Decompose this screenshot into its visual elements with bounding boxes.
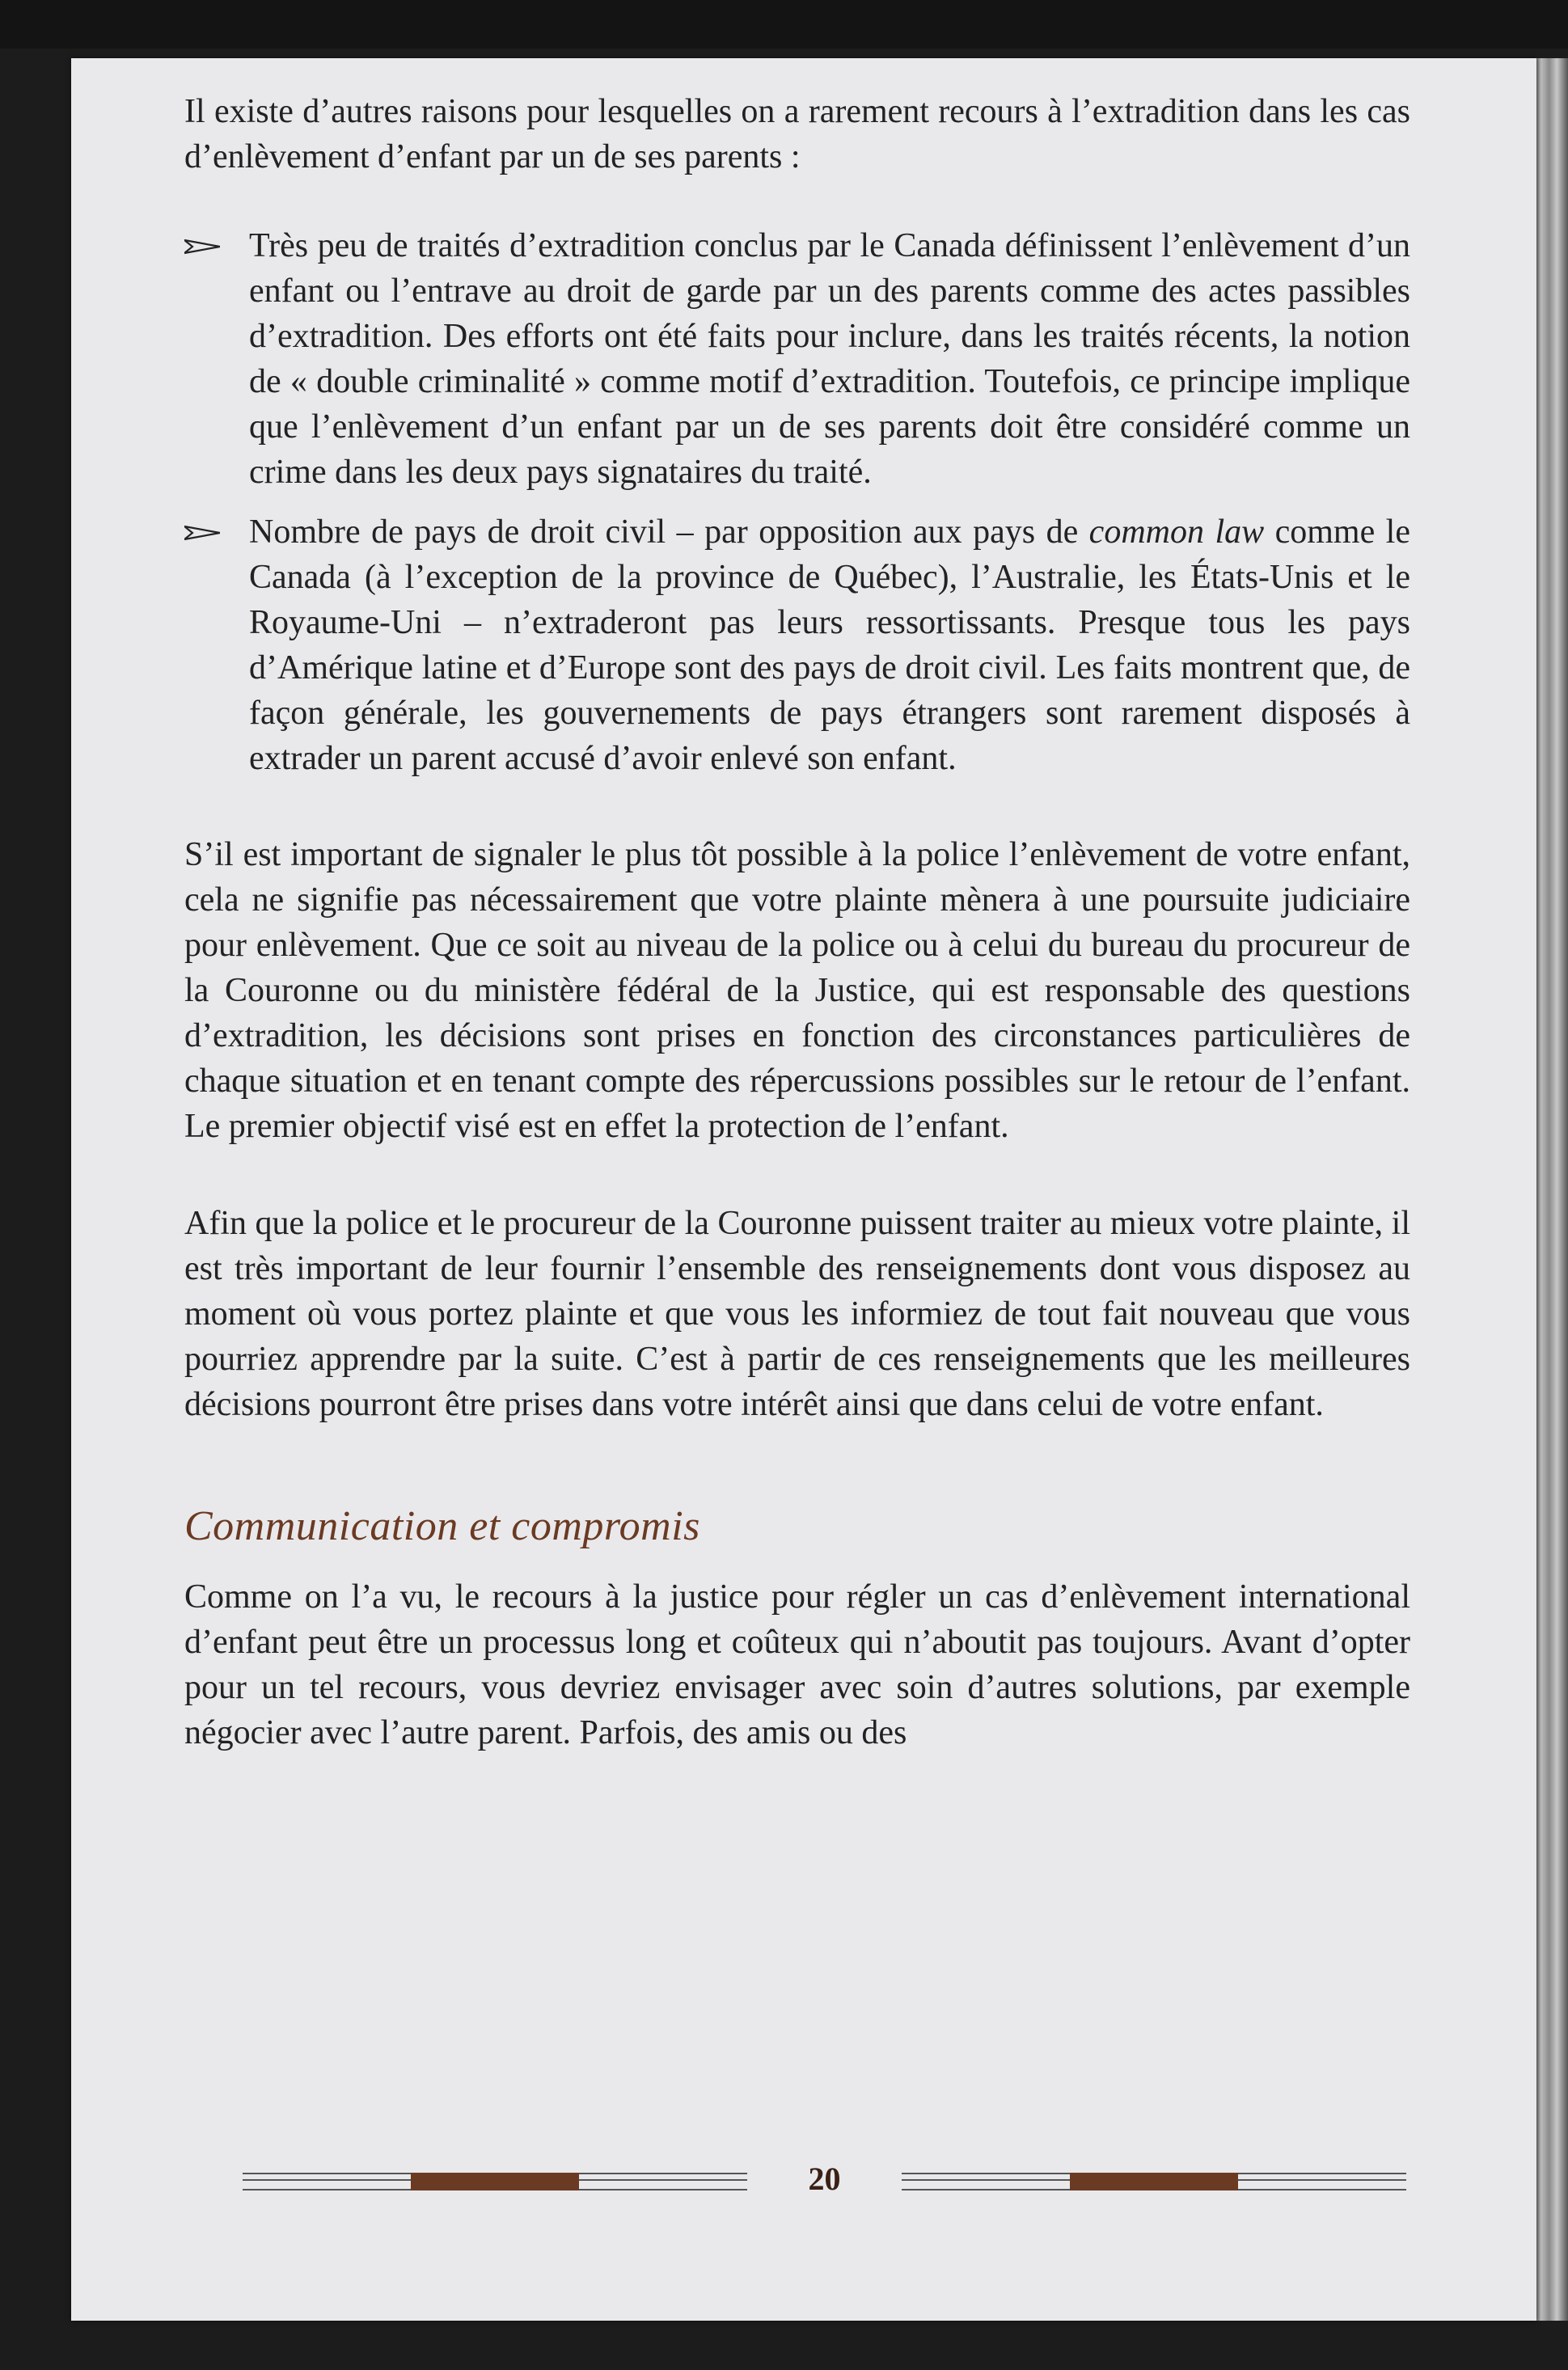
ornament-fill (1070, 2173, 1238, 2190)
footer-ornament-left (243, 2173, 747, 2190)
bullet-text: Très peu de traités d’extradition conclus par le Canada définissent l’enlèvement d’un enfant ou l’entrave au droit de garde par un des parents comme des actes passibles d’extradition. Des efforts ont été faits pour inclure, dans les traités récents, la notion de « double criminalité » comme motif d’extradition. Toutefois, ce principe implique que l’enlèvement d’un enfant par un de ses parents doit être considéré comme un crime dans les deux pays signataires du traité. (249, 227, 1410, 491)
page-content (184, 89, 1410, 1755)
list-item (184, 509, 1410, 781)
bullet-text-end: comme le Canada (à l’exception de la province de Québec), l’Australie, les États-Unis et le Royaume-Uni – n’extraderont pas leurs ressortissants. Presque tous les pays d’Amérique latine et d’Europe sont des pays de droit civil. Les faits montrent que, de façon générale, les gouvernements de pays étrangers sont rarement disposés à extrader un parent accusé d’avoir enlevé son enfant. (249, 513, 1410, 777)
intro-paragraph: Il existe d’autres raisons pour lesquelles on a rarement recours à l’extradition dans les cas d’enlèvement d’enfant par un de ses parents : (184, 93, 1410, 175)
arrowhead-bullet-icon (184, 525, 220, 541)
police-paragraph: S’il est important de signaler le plus tôt possible à la police l’enlèvement de votre enfant, cela ne signifie pas nécessairement que votre plainte mènera à une poursuite judiciaire pour enlèvement. Que ce soit au niveau de la police ou à celui du bureau du procureur de la Couronne ou du ministère fédéral de la Justice, qui est responsable des questions d’extradition, les décisions sont prises en fonction des circonstances particulières de chaque situation et en tenant compte des répercussions possibles sur le retour de l’enfant. Le premier objectif visé est en effet la protection de l’enfant. (184, 836, 1410, 1145)
ornament-fill (411, 2173, 579, 2190)
information-paragraph: Afin que la police et le procureur de la Couronne puissent traiter au mieux votre plainte, il est très important de leur fournir l’ensemble des renseignements dont vous disposez au moment où vous portez plainte et que vous les informiez de tout fait nouveau que vous pourriez apprendre par la suite. C’est à partir de ces renseignements que les meilleures décisions pourront être prises dans votre intérêt ainsi que dans celui de votre enfant. (184, 1205, 1410, 1423)
communication-paragraph: Comme on l’a vu, le recours à la justice pour régler un cas d’enlèvement international d’enfant peut être un processus long et coûteux qui n’aboutit pas toujours. Avant d’opter pour un tel recours, vous devriez envisager avec soin d’autres solutions, par exemple négocier avec l’autre parent. Parfois, des amis ou des (184, 1578, 1410, 1751)
background-top-strip (0, 0, 1568, 49)
page-edge (1536, 58, 1568, 2321)
page-number: 20 (808, 2161, 841, 2197)
bullet-text-start: Nombre de pays de droit civil – par opposition aux pays de (249, 513, 1089, 551)
footer-ornament-right (902, 2173, 1406, 2190)
page-footer (243, 2161, 1407, 2197)
section-heading: Communication et compromis (184, 1503, 700, 1549)
bullet-list (184, 223, 1410, 781)
list-item (184, 223, 1410, 495)
bullet-text-italic: common law (1088, 513, 1265, 551)
arrowhead-bullet-icon (184, 239, 220, 255)
